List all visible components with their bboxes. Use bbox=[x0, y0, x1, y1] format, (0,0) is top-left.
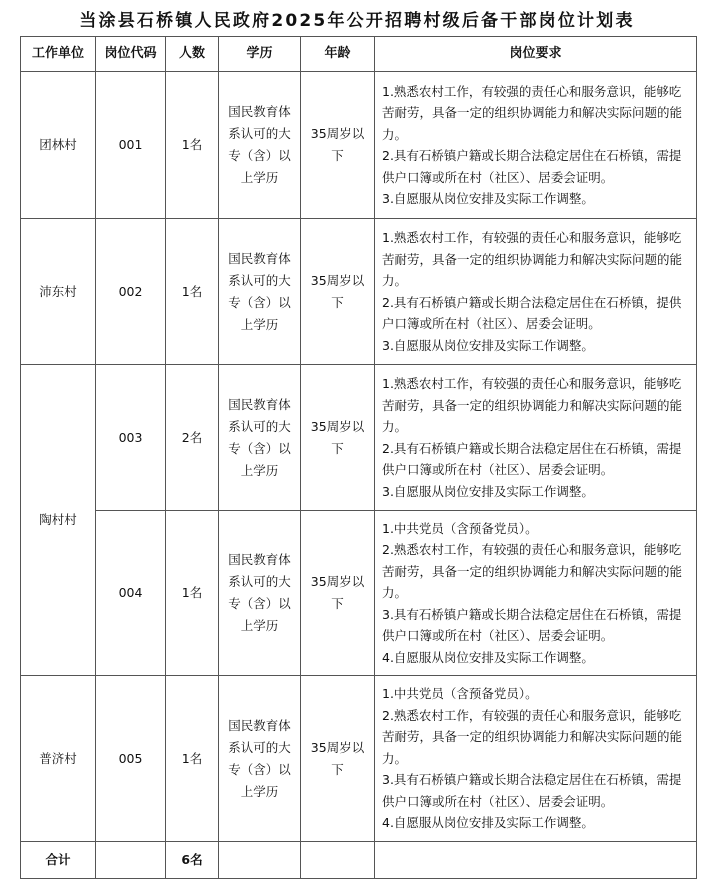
requirements-cell bbox=[375, 365, 697, 511]
education-text: 国民教育体系认可的大专（含）以上学历 bbox=[228, 396, 291, 478]
age-text: 35周岁以下 bbox=[310, 272, 365, 310]
header-education: 学历 bbox=[219, 37, 301, 72]
table-header-row bbox=[21, 37, 697, 72]
code-cell: 003 bbox=[96, 365, 166, 511]
requirement-item: 1.中共党员（含预备党员）。 bbox=[382, 686, 538, 702]
table-row bbox=[21, 676, 697, 842]
requirement-item: 2.具有石桥镇户籍或长期合法稳定居住在石桥镇，需提供户口簿或所在村（社区）、居委会证明。 bbox=[382, 440, 682, 477]
count-cell: 1名 bbox=[166, 72, 219, 219]
requirements-cell bbox=[375, 511, 697, 676]
requirement-item: 1.熟悉农村工作，有较强的责任心和服务意识，能够吃苦耐劳，具备一定的组织协调能力和解决实际问题的能力。 bbox=[382, 376, 683, 434]
requirement-item: 3.自愿服从岗位安排及实际工作调整。 bbox=[382, 337, 594, 353]
count-cell: 1名 bbox=[166, 511, 219, 676]
education-text: 国民教育体系认可的大专（含）以上学历 bbox=[228, 717, 291, 799]
table-row bbox=[21, 72, 697, 219]
requirement-item: 2.具有石桥镇户籍或长期合法稳定居住在石桥镇，需提供户口簿或所在村（社区）、居委会证明。 bbox=[382, 148, 682, 185]
recruitment-table bbox=[20, 36, 697, 879]
education-cell bbox=[219, 676, 301, 842]
code-cell: 002 bbox=[96, 219, 166, 365]
count-cell: 1名 bbox=[166, 219, 219, 365]
requirement-item: 1.熟悉农村工作，有较强的责任心和服务意识，能够吃苦耐劳，具备一定的组织协调能力和解决实际问题的能力。 bbox=[382, 230, 683, 288]
total-empty-cell bbox=[219, 842, 301, 879]
total-label: 合计 bbox=[21, 842, 96, 879]
education-text: 国民教育体系认可的大专（含）以上学历 bbox=[228, 104, 291, 185]
requirement-item: 4.自愿服从岗位安排及实际工作调整。 bbox=[382, 815, 594, 831]
code-cell: 001 bbox=[96, 72, 166, 219]
requirement-item: 3.具有石桥镇户籍或长期合法稳定居住在石桥镇，需提供户口簿或所在村（社区）、居委会证明。 bbox=[382, 772, 682, 809]
age-cell bbox=[301, 365, 375, 511]
code-cell: 004 bbox=[96, 511, 166, 676]
count-cell: 1名 bbox=[166, 676, 219, 842]
education-cell bbox=[219, 511, 301, 676]
requirements-cell bbox=[375, 72, 697, 219]
age-cell bbox=[301, 511, 375, 676]
age-text: 35周岁以下 bbox=[310, 418, 365, 456]
education-cell bbox=[219, 365, 301, 511]
education-text: 国民教育体系认可的大专（含）以上学历 bbox=[228, 552, 291, 633]
age-cell bbox=[301, 219, 375, 365]
education-cell bbox=[219, 219, 301, 365]
count-cell: 2名 bbox=[166, 365, 219, 511]
table-row bbox=[21, 365, 697, 511]
total-count: 6名 bbox=[166, 842, 219, 879]
table-row bbox=[21, 219, 697, 365]
requirements-cell bbox=[375, 676, 697, 842]
requirement-item: 2.熟悉农村工作，有较强的责任心和服务意识，能够吃苦耐劳，具备一定的组织协调能力和解决实际问题的能力。 bbox=[382, 707, 683, 766]
age-text: 35周岁以下 bbox=[310, 739, 365, 777]
total-empty-cell bbox=[96, 842, 166, 879]
age-text: 35周岁以下 bbox=[310, 126, 365, 163]
header-unit: 工作单位 bbox=[21, 37, 96, 72]
header-age: 年龄 bbox=[301, 37, 375, 72]
requirement-item: 4.自愿服从岗位安排及实际工作调整。 bbox=[382, 649, 594, 665]
requirement-item: 2.熟悉农村工作，有较强的责任心和服务意识，能够吃苦耐劳，具备一定的组织协调能力和解决实际问题的能力。 bbox=[382, 542, 683, 601]
unit-cell: 普济村 bbox=[21, 676, 96, 842]
age-cell bbox=[301, 72, 375, 219]
requirement-item: 3.自愿服从岗位安排及实际工作调整。 bbox=[382, 191, 594, 206]
page-title: 当涂县石桥镇人民政府2025年公开招聘村级后备干部岗位计划表 bbox=[79, 11, 635, 31]
education-cell bbox=[219, 72, 301, 219]
code-cell: 005 bbox=[96, 676, 166, 842]
education-text: 国民教育体系认可的大专（含）以上学历 bbox=[228, 250, 291, 332]
table-row bbox=[21, 511, 697, 676]
header-code: 岗位代码 bbox=[96, 37, 166, 72]
total-empty-cell bbox=[301, 842, 375, 879]
requirement-item: 3.具有石桥镇户籍或长期合法稳定居住在石桥镇，需提供户口簿或所在村（社区）、居委会证明。 bbox=[382, 606, 682, 644]
requirements-cell bbox=[375, 219, 697, 365]
header-requirements: 岗位要求 bbox=[375, 37, 697, 72]
requirement-item: 2.具有石桥镇户籍或长期合法稳定居住在石桥镇，提供户口簿或所在村（社区）、居委会证明。 bbox=[382, 294, 682, 331]
age-text: 35周岁以下 bbox=[310, 574, 365, 611]
header-count: 人数 bbox=[166, 37, 219, 72]
unit-cell: 沛东村 bbox=[21, 219, 96, 365]
unit-cell: 团林村 bbox=[21, 72, 96, 219]
requirement-item: 3.自愿服从岗位安排及实际工作调整。 bbox=[382, 483, 594, 499]
requirement-item: 1.中共党员（含预备党员）。 bbox=[382, 520, 538, 536]
total-row bbox=[21, 842, 697, 879]
requirement-item: 1.熟悉农村工作，有较强的责任心和服务意识，能够吃苦耐劳，具备一定的组织协调能力和解决实际问题的能力。 bbox=[382, 83, 683, 142]
unit-cell: 陶村村 bbox=[21, 365, 96, 676]
age-cell bbox=[301, 676, 375, 842]
total-empty-cell bbox=[375, 842, 697, 879]
